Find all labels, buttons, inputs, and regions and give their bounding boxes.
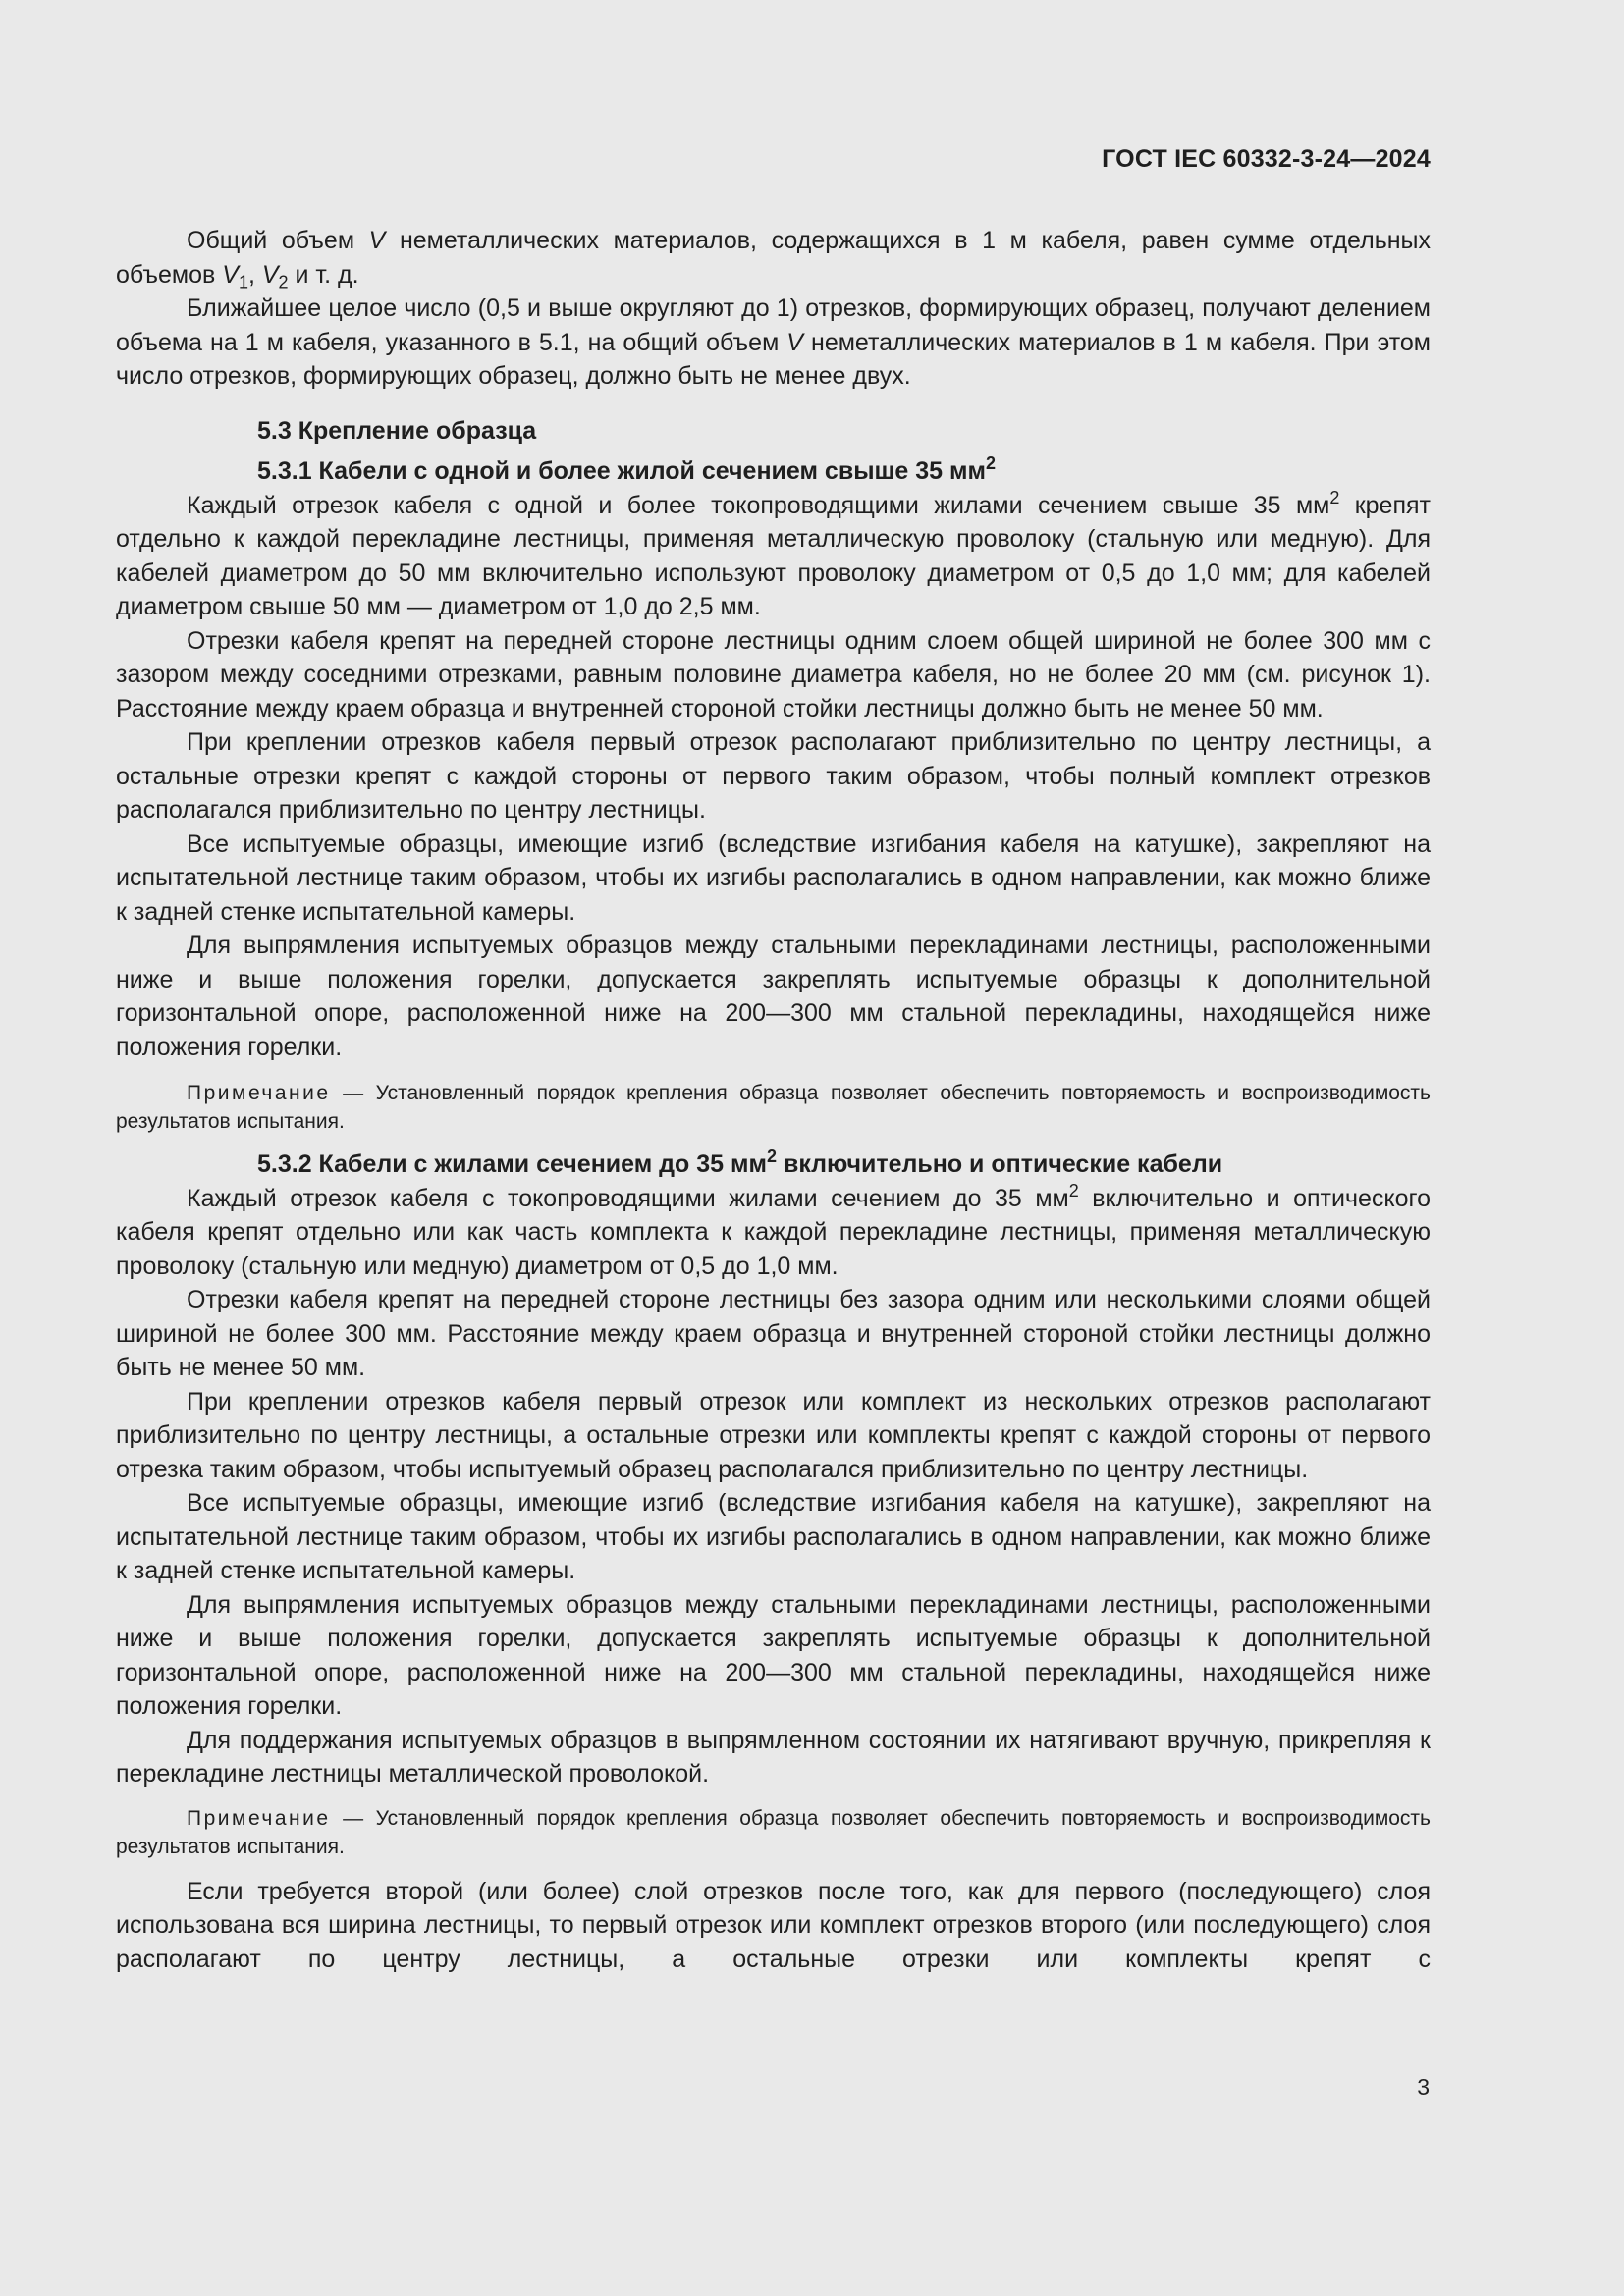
note: Примечание — Установленный порядок крепления образца позволяет обеспечить повторяемость и воспроизводимость результатов испытания. xyxy=(116,1806,1431,1858)
section-heading-5-3-1: 5.3.1 Кабели с одной и более жилой сечением свыше 35 $мм^2$ xyxy=(257,454,996,485)
note: Примечание — Установленный порядок крепления образца позволяет обеспечить повторяемость и воспроизводимость результатов испытания. xyxy=(116,1082,1431,1133)
paragraph: Все испытуемые образцы, имеющие изгиб (вследствие изгибания кабеля на катушке), закрепляют на испытательной лестнице таким образом, чтобы их изгибы располагались в одном направлении, как можно ближе к задней стенке испытательной камеры. xyxy=(116,829,1431,926)
paragraph: Отрезки кабеля крепят на передней стороне лестницы одним слоем общей шириной не более 300 мм с зазором между соседними отрезками, равным половине диаметра кабеля, но не более 20 мм (см. рисунок 1). Расстояние между краем образца и внутренней стороной стойки лестницы должно быть не менее 50 мм. xyxy=(116,626,1431,722)
page-content xyxy=(116,224,1431,1976)
paragraph: Отрезки кабеля крепят на передней стороне лестницы без зазора одним или несколькими слоями общей шириной не более 300 мм. Расстояние между краем образца и внутренней стороной стойки лестницы должно быть не менее 50 мм. xyxy=(116,1286,1431,1381)
paragraph: При креплении отрезков кабеля первый отрезок располагают приблизительно по центру лестницы, а остальные отрезки крепят с каждой стороны от первого таким образом, чтобы полный комплект отрезков располагался приблизительно по центру лестницы. xyxy=(116,728,1431,824)
standard-header: ГОСТ IEC 60332-3-24—2024 xyxy=(1102,145,1431,173)
paragraph: Для выпрямления испытуемых образцов между стальными перекладинами лестницы, расположенными ниже и выше положения горелки, допускается закреплять испытуемые образцы к дополнительной горизонтальной опоре, расположенной ниже на 200—300 мм стальной перекладины, находящейся ниже положения горелки. xyxy=(116,932,1431,1061)
paragraph: Для поддержания испытуемых образцов в выпрямленном состоянии их натягивают вручную, прикрепляя к перекладине лестницы металлической проволокой. xyxy=(116,1726,1431,1788)
page-number: 3 xyxy=(1417,2074,1430,2100)
paragraph: Каждый отрезок кабеля с токопроводящими жилами сечением до 35 $мм^2$ включительно и оптического кабеля крепят отдельно или как часть комплекта к каждой перекладине лестницы, применяя металлическую проволоку (стальную или медную) диаметром от 0,5 до 1,0 мм. xyxy=(116,1180,1431,1280)
section-heading-5-3: 5.3 Крепление образца xyxy=(257,416,537,445)
paragraph: При креплении отрезков кабеля первый отрезок или комплект из нескольких отрезков располагают приблизительно по центру лестницы, а остальные отрезки или комплекты крепят с каждой стороны от первого отрезка таким образом, чтобы испытуемый образец располагался приблизительно по центру лестницы. xyxy=(116,1387,1431,1483)
paragraph: Все испытуемые образцы, имеющие изгиб (вследствие изгибания кабеля на катушке), закрепляют на испытательной лестнице таким образом, чтобы их изгибы располагались в одном направлении, как можно ближе к задней стенке испытательной камеры. xyxy=(116,1489,1431,1584)
section-heading-5-3-2: 5.3.2 Кабели с жилами сечением до 35 $мм^2$ включительно и оптические кабели xyxy=(257,1147,1223,1178)
paragraph: Если требуется второй (или более) слой отрезков после того, как для первого (последующего) слоя использована вся ширина лестницы, то первый отрезок или комплект отрезков второго (или последующего) слоя располагают по центру лестницы, а остальные отрезки или комплекты крепят с xyxy=(116,1877,1431,1973)
paragraph: Для выпрямления испытуемых образцов между стальными перекладинами лестницы, расположенными ниже и выше положения горелки, допускается закреплять испытуемые образцы к дополнительной горизонтальной опоре, расположенной ниже на 200—300 мм стальной перекладины, находящейся ниже положения горелки. xyxy=(116,1590,1431,1720)
paragraph: Каждый отрезок кабеля с одной и более токопроводящими жилами сечением свыше 35 $мм^2$ крепят отдельно к каждой перекладине лестницы, применяя металлическую проволоку (стальную или медную). Для кабелей диаметром до 50 мм включительно используют проволоку диаметром от 0,5 до 1,0 мм; для кабелей диаметром свыше 50 мм — диаметром от 1,0 до 2,5 мм. xyxy=(116,487,1431,620)
paragraph: Ближайшее целое число (0,5 и выше округляют до 1) отрезков, формирующих образец, получают делением объема на 1 м кабеля, указанного в 5.1, на общий объем V неметаллических материалов в 1 м кабеля. При этом число отрезков, формирующих образец, должно быть не менее двух. xyxy=(116,294,1431,390)
paragraph: Общий объем V неметаллических материалов, содержащихся в 1 м кабеля, равен сумме отдельных объемов $V_1$, $V_2$ и т. д. xyxy=(116,227,1431,292)
